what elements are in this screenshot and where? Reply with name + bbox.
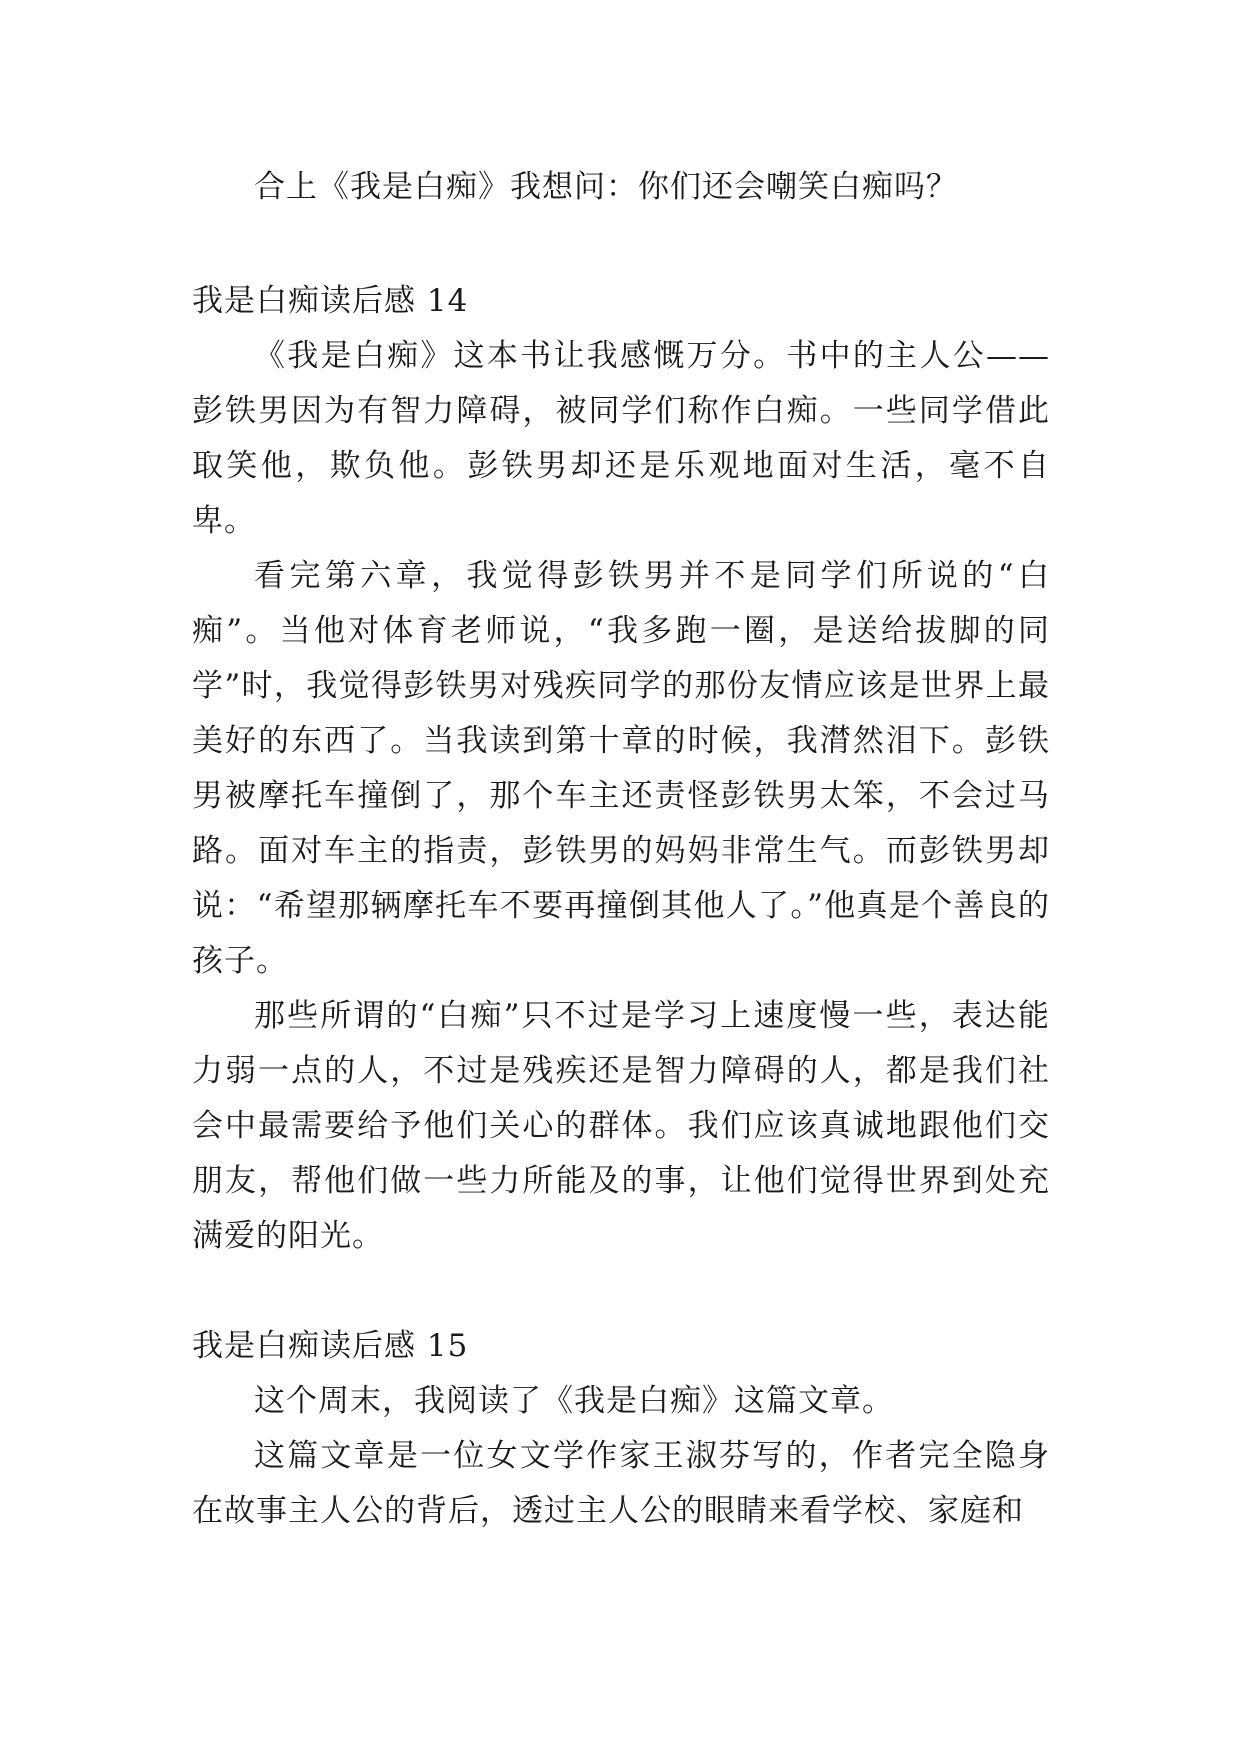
section-14-paragraph-3: 那些所谓的“白痴”只不过是学习上速度慢一些，表达能力弱一点的人，不过是残疾还是智力障碍的人，都是我们社会中最需要给予他们关心的群体。我们应该真诚地跟他们交朋友，帮他们做一些力所能及的事，让他们觉得世界到处充满爱的阳光。 [192, 998, 1050, 1254]
section-14-heading-block [192, 274, 1050, 329]
section-15-title: 我是白痴读后感 15 [192, 1328, 469, 1364]
intro-block [192, 160, 1050, 215]
section-15-paragraph-1: 这个周末，我阅读了《我是白痴》这篇文章。 [254, 1383, 894, 1419]
section-14-paragraph-2: 看完第六章，我觉得彭铁男并不是同学们所说的“白痴”。当他对体育老师说，“我多跑一圈，是送给拔脚的同学”时，我觉得彭铁男对残疾同学的那份友情应该是世界上最美好的东西了。当我读到第十章的时候，我潸然泪下。彭铁男被摩托车撞倒了，那个车主还责怪彭铁男太笨，不会过马路。面对车主的指责，彭铁男的妈妈非常生气。而彭铁男却说：“希望那辆摩托车不要再撞倒其他人了。”他真是个善良的孩子。 [192, 558, 1050, 979]
section-15-heading-block [192, 1319, 1050, 1374]
section-14-body [192, 329, 1050, 1264]
section-14-paragraph-1: 《我是白痴》这本书让我感慨万分。书中的主人公——彭铁男因为有智力障碍，被同学们称作白痴。一些同学借此取笑他，欺负他。彭铁男却还是乐观地面对生活，毫不自卑。 [192, 338, 1050, 539]
section-14-title: 我是白痴读后感 14 [192, 283, 469, 319]
intro-paragraph: 合上《我是白痴》我想问：你们还会嘲笑白痴吗？ [254, 169, 958, 205]
section-15-paragraph-2: 这篇文章是一位女文学作家王淑芬写的，作者完全隐身在故事主人公的背后，透过主人公的眼睛来看学校、家庭和 [192, 1438, 1050, 1529]
section-15-body [192, 1374, 1050, 1539]
